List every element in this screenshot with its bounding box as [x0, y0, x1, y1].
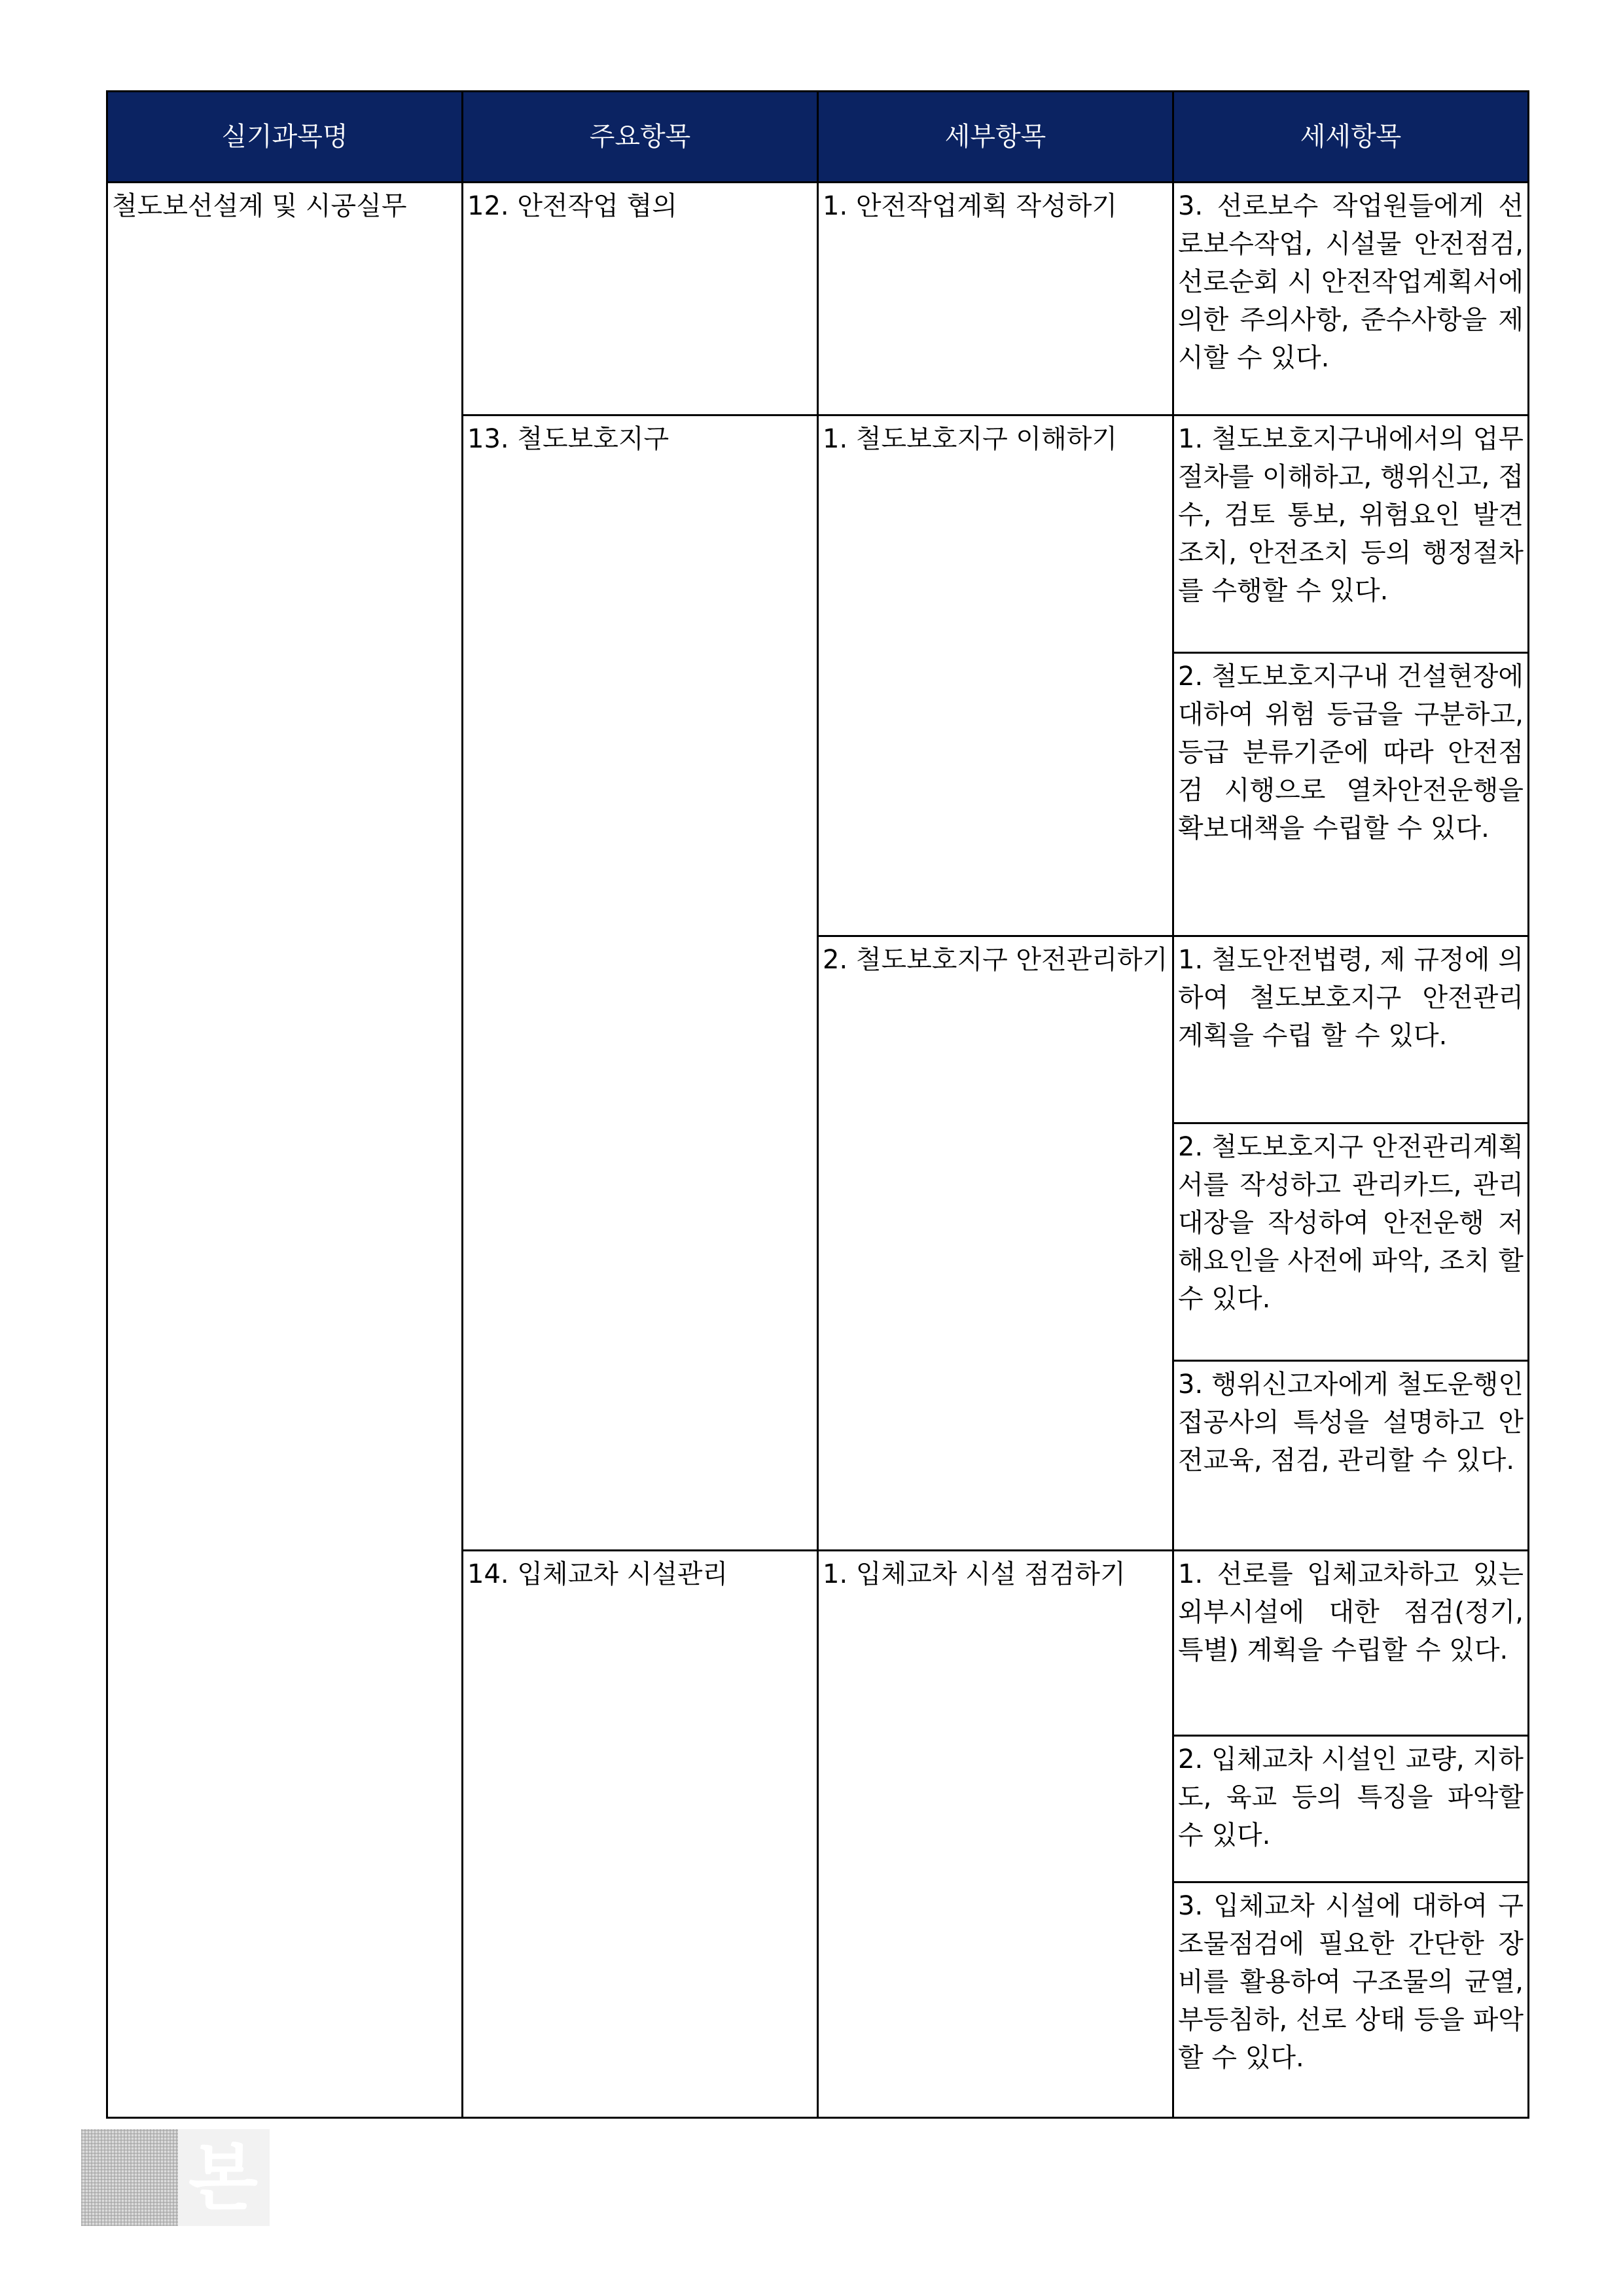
header-detail-item: 세부항목	[818, 92, 1173, 183]
table-row	[107, 183, 1529, 415]
exam-criteria-table	[106, 90, 1529, 2119]
sub-detail-item-cell: 1. 철도보호지구내에서의 업무절차를 이해하고, 행위신고, 접수, 검토 통보, 위험요인 발견조치, 안전조치 등의 행정절차를 수행할 수 있다.	[1173, 415, 1529, 653]
detail-item-cell: 1. 입체교차 시설 점검하기	[818, 1551, 1173, 2118]
sub-detail-item-cell: 2. 입체교차 시설인 교량, 지하도, 육교 등의 특징을 파악할 수 있다.	[1173, 1736, 1529, 1882]
sub-detail-item-cell: 3. 입체교차 시설에 대하여 구조물점검에 필요한 간단한 장비를 활용하여 구조물의 균열, 부등침하, 선로 상태 등을 파악할 수 있다.	[1173, 1882, 1529, 2118]
stamp-grid-pattern	[81, 2129, 178, 2226]
subject-cell: 철도보선설계 및 시공실무	[107, 183, 463, 2118]
stamp-glyph: 본	[188, 2136, 259, 2220]
major-item-cell: 12. 안전작업 협의	[463, 183, 818, 415]
sub-detail-item-cell: 2. 철도보호지구내 건설현장에 대하여 위험 등급을 구분하고, 등급 분류기준에 따라 안전점검 시행으로 열차안전운행을 확보대책을 수립할 수 있다.	[1173, 653, 1529, 936]
header-major-item: 주요항목	[463, 92, 818, 183]
detail-item-cell: 2. 철도보호지구 안전관리하기	[818, 936, 1173, 1551]
major-item-cell: 14. 입체교차 시설관리	[463, 1551, 818, 2118]
sub-detail-item-cell: 3. 행위신고자에게 철도운행인접공사의 특성을 설명하고 안전교육, 점검, 관리할 수 있다.	[1173, 1361, 1529, 1551]
sub-detail-item-cell: 3. 선로보수 작업원들에게 선로보수작업, 시설물 안전점검, 선로순회 시 안전작업계획서에 의한 주의사항, 준수사항을 제시할 수 있다.	[1173, 183, 1529, 415]
sub-detail-item-cell: 1. 철도안전법령, 제 규정에 의하여 철도보호지구 안전관리 계획을 수립 할 수 있다.	[1173, 936, 1529, 1123]
sub-detail-item-cell: 1. 선로를 입체교차하고 있는 외부시설에 대한 점검(정기, 특별) 계획을 수립할 수 있다.	[1173, 1551, 1529, 1736]
table-header-row	[107, 92, 1529, 183]
header-subject: 실기과목명	[107, 92, 463, 183]
watermark-stamp	[81, 2129, 270, 2226]
header-sub-detail-item: 세세항목	[1173, 92, 1529, 183]
detail-item-cell: 1. 안전작업계획 작성하기	[818, 183, 1173, 415]
major-item-cell: 13. 철도보호지구	[463, 415, 818, 1551]
sub-detail-item-cell: 2. 철도보호지구 안전관리계획서를 작성하고 관리카드, 관리대장을 작성하여 안전운행 저해요인을 사전에 파악, 조치 할 수 있다.	[1173, 1123, 1529, 1361]
detail-item-cell: 1. 철도보호지구 이해하기	[818, 415, 1173, 936]
